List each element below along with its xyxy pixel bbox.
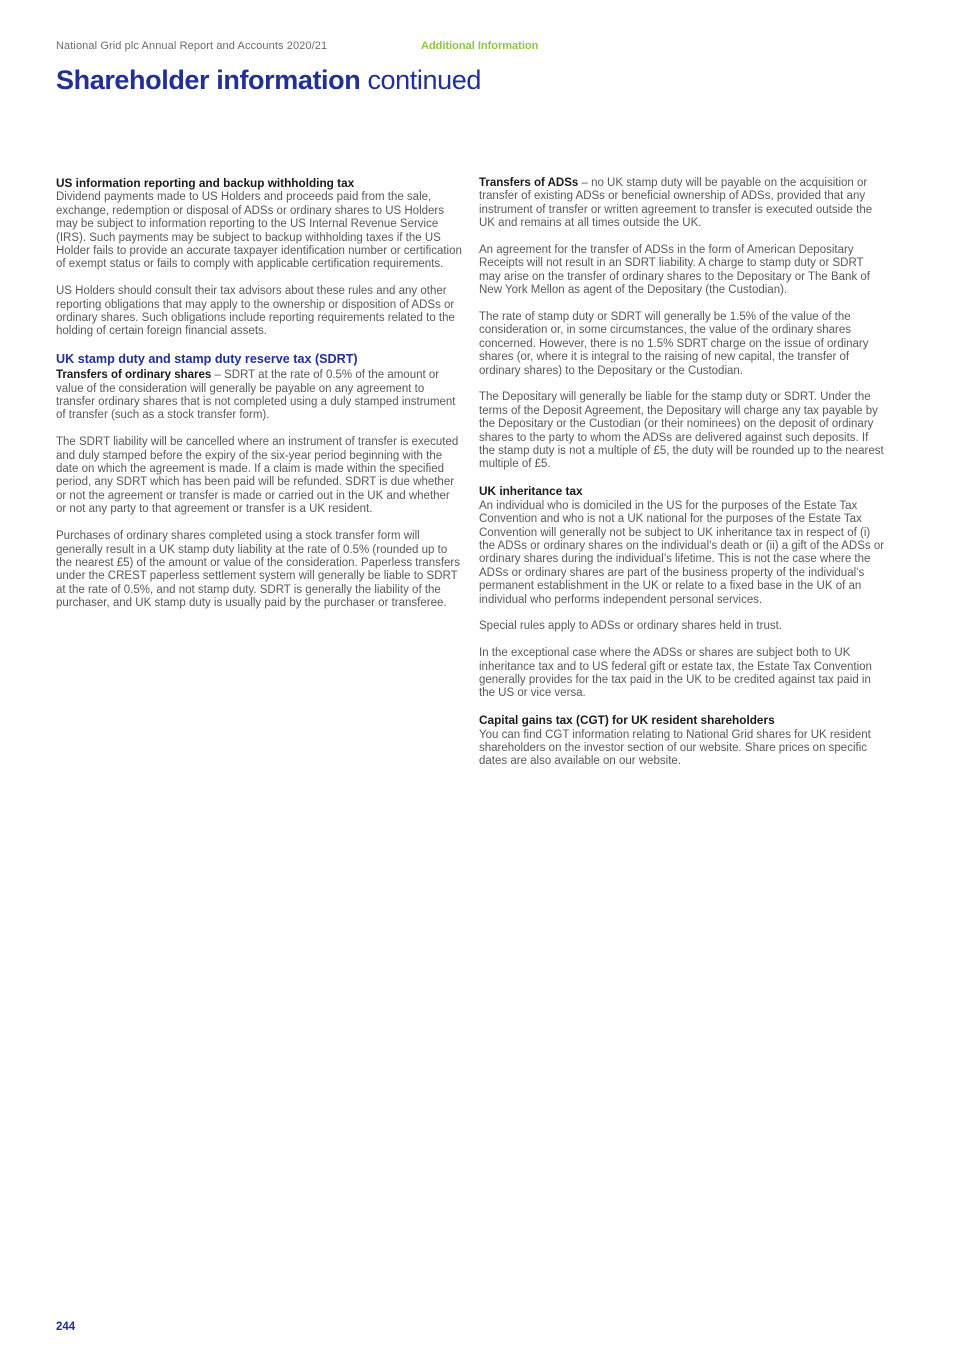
paragraph: US Holders should consult their tax advisors about these rules and any other reporting obligations that may apply to the ownership or disposition of ADSs or ordinary shares. Such obligations include reporting requirements related to the holding of certain foreign financial assets. <box>56 285 455 338</box>
report-title: National Grid plc Annual Report and Accounts 2020/21 <box>56 40 328 52</box>
left-column <box>56 177 462 624</box>
paragraph-lead: Transfers of ordinary shares <box>56 369 212 382</box>
page-title-main: Shareholder information <box>56 65 361 95</box>
page-title-suffix: continued <box>360 65 481 95</box>
paragraph: Dividend payments made to US Holders and proceeds paid from the sale, exchange, redemption or disposal of ADSs or ordinary shares to US Holders may be subject to information reporting to the US Internal Revenue Service (IRS). Such payments may be subject to backup withholding taxes if the US Holder fails to provide an accurate taxpayer identification number or certification of exempt status or fails to comply with applicable certification requirements. <box>56 191 462 271</box>
section-tag: Additional Information <box>421 40 539 52</box>
paragraph-lead: Transfers of ADSs <box>479 177 579 189</box>
paragraph: Transfers of ordinary shares – SDRT at the rate of 0.5% of the amount or value of the consideration will generally be payable on any agreement to transfer ordinary shares that is not completed using a duly stamped instrument of transfer (such as a stock transfer form). <box>56 369 456 422</box>
body-columns <box>56 177 965 782</box>
page-title <box>56 65 965 96</box>
right-column <box>479 177 885 782</box>
page-number: 244 <box>56 1321 76 1333</box>
paragraph: An individual who is domiciled in the US for the purposes of the Estate Tax Convention and who is not a UK national for the purposes of the Estate Tax Convention will generally not be subject to UK inheritance tax in respect of (i) the ADSs or ordinary shares on the individual’s death or (ii) a gift of the ADSs or ordinary shares during the individual’s lifetime. This is not the case where the ADSs or ordinary shares are part of the business property of the individual’s permanent establishment in the UK or relate to a fixed base in the UK of an individual who performs independent personal services. <box>479 499 885 606</box>
paragraph: An agreement for the transfer of ADSs in the form of American Depositary Receipts will not result in an SDRT liability. A charge to stamp duty or SDRT may arise on the transfer of ordinary shares to the Depositary or The Bank of New York Mellon as agent of the Depositary (the Custodian). <box>479 244 870 297</box>
section-heading: US information reporting and backup withholding tax <box>56 176 355 190</box>
section-heading: Capital gains tax (CGT) for UK resident shareholders <box>479 713 775 728</box>
paragraph: In the exceptional case where the ADSs or shares are subject both to UK inheritance tax and to US federal gift or estate tax, the Estate Tax Convention generally provides for the tax paid in the UK to be credited against tax paid in the US or vice versa. <box>479 647 872 700</box>
section-heading-blue: UK stamp duty and stamp duty reserve tax (SDRT) <box>56 352 358 367</box>
section-heading: UK inheritance tax <box>479 484 583 499</box>
paragraph: The rate of stamp duty or SDRT will generally be 1.5% of the value of the consideration or, in some circumstances, the value of the ordinary shares concerned. However, there is no 1.5% SDRT charge on the issue of ordinary shares (or, where it is integral to the raising of new capital, the transfer of ordinary shares) to the Depositary or the Custodian. <box>479 311 869 377</box>
paragraph: You can find CGT information relating to National Grid shares for UK resident shareholders on the investor section of our website. Share prices on specific dates are also available on our website. <box>479 728 871 768</box>
section-tag-wrap <box>404 40 890 52</box>
paragraph: Purchases of ordinary shares completed using a stock transfer form will generally result in a UK stamp duty liability at the rate of 0.5% (rounded up to the nearest £5) of the amount or value of the consideration. Paperless transfers under the CREST paperless settlement system will generally be liable to SDRT at the rate of 0.5%, and not stamp duty. SDRT is generally the liability of the purchaser, and UK stamp duty is usually paid by the purchaser or transferee. <box>56 530 461 610</box>
paragraph: Special rules apply to ADSs or ordinary shares held in trust. <box>479 620 782 633</box>
page-header <box>0 0 965 52</box>
paragraph: The Depositary will generally be liable for the stamp duty or SDRT. Under the terms of the Deposit Agreement, the Depositary will charge any tax payable by the Depositary or the Custodian (or their nominees) on the deposit of ordinary shares to the party to whom the ADSs are delivered against such deposits. If the stamp duty is not a multiple of £5, the duty will be rounded up to the nearest multiple of £5. <box>479 391 884 471</box>
paragraph: The SDRT liability will be cancelled where an instrument of transfer is executed and duly stamped before the expiry of the six-year period beginning with the date on which the agreement is made. If a claim is made within the specified period, any SDRT which has been paid will be refunded. SDRT is due whether or not the agreement or transfer is made or carried out in the UK and whether or not any party to that agreement or transfer is a UK resident. <box>56 436 459 516</box>
paragraph: Transfers of ADSs – no UK stamp duty will be payable on the acquisition or transfer of existing ADSs or beneficial ownership of ADSs, provided that any instrument of transfer or written agreement to transfer is executed outside the UK and remains at all times outside the UK. <box>479 177 873 230</box>
